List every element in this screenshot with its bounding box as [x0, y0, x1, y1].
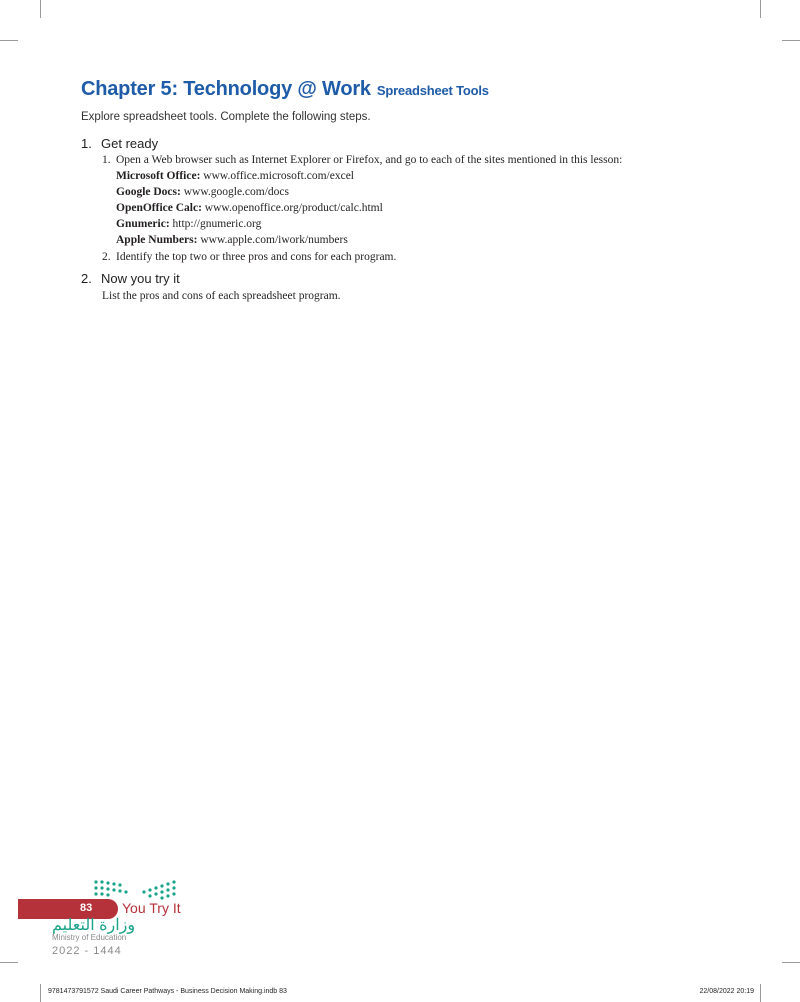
step-text: Identify the top two or three pros and cons for each program.: [116, 251, 397, 263]
page-title: [81, 78, 489, 101]
step-identify-pros-cons: [102, 251, 396, 263]
site-name: Google Docs:: [116, 186, 181, 198]
section-number: 2.: [81, 271, 92, 286]
site-name: Gnumeric:: [116, 218, 170, 230]
step-text: Open a Web browser such as Internet Explorer or Firefox, and go to each of the sites mentioned in this lesson:: [116, 154, 623, 166]
section-title: Get ready: [101, 136, 159, 151]
crop-mark: [40, 0, 41, 18]
site-apple-numbers: [116, 234, 348, 246]
site-url[interactable]: www.google.com/docs: [183, 186, 290, 198]
ministry-logo-dots: [92, 878, 182, 900]
section-heading-now-you-try-it: [81, 271, 180, 286]
site-google-docs: [116, 186, 289, 198]
step-open-browser: [102, 154, 622, 166]
section-number: 1.: [81, 136, 92, 151]
site-name: Microsoft Office:: [116, 170, 201, 182]
intro-text: Explore spreadsheet tools. Complete the following steps.: [81, 111, 371, 123]
step-number: 2.: [102, 251, 111, 263]
site-name: OpenOffice Calc:: [116, 202, 202, 214]
ministry-logo-arabic: وزارة التعليم: [52, 917, 136, 934]
section-body: List the pros and cons of each spreadsheet program.: [102, 290, 341, 302]
site-url[interactable]: www.apple.com/iwork/numbers: [200, 234, 348, 246]
step-number: 1.: [102, 154, 111, 166]
site-name: Apple Numbers:: [116, 234, 198, 246]
crop-mark: [760, 984, 761, 1002]
ministry-logo-english: Ministry of Education: [52, 933, 127, 942]
site-openoffice-calc: [116, 202, 383, 214]
footer-file-info: 9781473791572 Saudi Career Pathways - Business Decision Making.indb 83: [48, 988, 287, 995]
ministry-logo-year: 2022 - 1444: [52, 945, 122, 957]
crop-mark: [760, 0, 761, 18]
crop-mark: [0, 40, 18, 41]
site-url[interactable]: www.openoffice.org/product/calc.html: [204, 202, 383, 214]
site-gnumeric: [116, 218, 261, 230]
section-heading-get-ready: [81, 136, 158, 151]
chapter-subtitle: Spreadsheet Tools: [376, 83, 489, 98]
page-number: 83: [80, 902, 93, 914]
section-title: Now you try it: [101, 271, 180, 286]
crop-mark: [782, 40, 800, 41]
page-tab-label: You Try It: [122, 900, 181, 916]
site-microsoft-office: [116, 170, 354, 182]
site-url[interactable]: www.office.microsoft.com/excel: [203, 170, 355, 182]
crop-mark: [782, 962, 800, 963]
crop-mark: [0, 962, 18, 963]
footer-timestamp: 22/08/2022 20:19: [699, 988, 754, 995]
chapter-title: Chapter 5: Technology @ Work: [81, 78, 371, 100]
site-url[interactable]: http://gnumeric.org: [172, 218, 262, 230]
crop-mark: [40, 984, 41, 1002]
